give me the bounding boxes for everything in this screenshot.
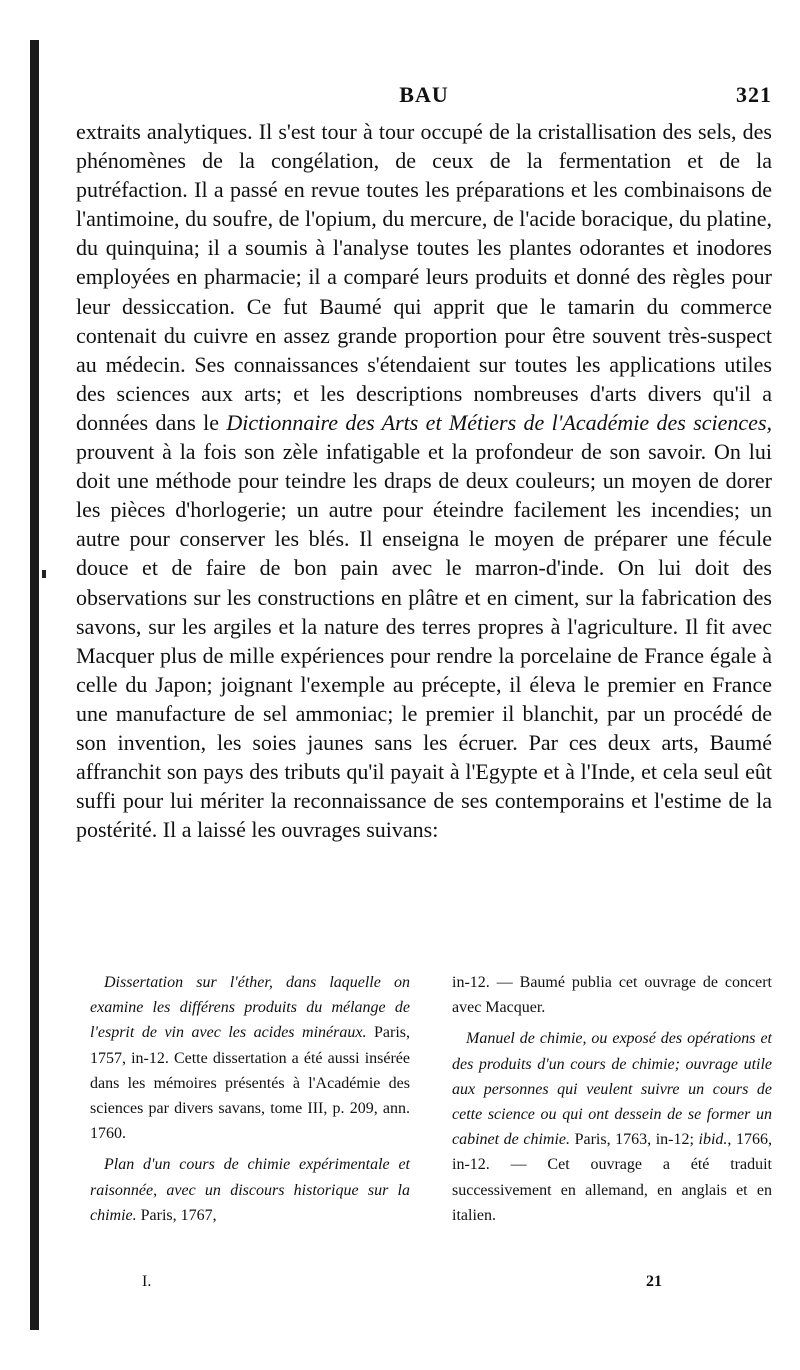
bibliography-left-column: [90, 970, 410, 1234]
work-details: in-12. — Baumé publia cet ouvrage de concert avec Macquer.: [452, 974, 772, 1017]
work-details: Paris, 1757, in-12. Cette dissertation a été aussi insérée dans les mémoires présentés à l'Académie des sciences par divers savans, tome III, p. 209, ann. 1760.: [90, 1024, 411, 1143]
main-paragraph: [76, 117, 772, 844]
page-number: 321: [736, 82, 772, 107]
sheet-number: 21: [646, 1273, 662, 1290]
signature-mark: I.: [142, 1273, 152, 1290]
work-entry: [90, 1152, 410, 1228]
paragraph-text-part-1: extraits analytiques. Il s'est tour à tour occupé de la cristallisation des sels, des phénomènes de la congélation, de ceux de la fermentation et de la putréfaction. Il a passé en revue toutes les préparations et les combinaisons de l'antimoine, du soufre, de l'opium, du mercure, de l'acide boracique, du platine, du quinquina; il a soumis à l'analyse toutes les plantes odorantes et inodores employées en pharmacie; il a comparé leurs produits et donné des règles pour leur dessiccation. Ce fut Baumé qui apprit que le tamarin du commerce contenait du cuivre en assez grande proportion pour être souvent très-suspect au médecin. Ses connaissances s'étendaient sur toutes les applications utiles des sciences aux arts; et les descriptions nombreuses d'arts divers qu'il a données dans le: [76, 119, 772, 435]
paragraph-text-part-2: prouvent à la fois son zèle infatigable et la profondeur de son savoir. On lui doit une méthode pour teindre les draps de deux couleurs; un moyen de dorer les pièces d'horlogerie; un autre pour éteindre facilement les incendies; un autre pour conserver les blés. Il enseigna le moyen de préparer une fécule douce et de faire de bon pain avec le marron-d'inde. On lui doit des observations sur les constructions en plâtre et en ciment, sur la fabrication des savons, sur les argiles et la nature des terres propres à l'agriculture. Il fit avec Macquer plus de mille expériences pour rendre la porcelaine de France égale à celle du Japon; joignant l'exemple au précepte, il éleva le premier en France une manufacture de sel ammoniac; le premier il blanchit, par un procédé de son invention, les soies jaunes sans les écruer. Par ces deux arts, Baumé affranchit son pays des tributs qu'il payait à l'Egypte et à l'Inde, et cela seul eût suffi pour lui mériter la reconnaissance de ses contemporains et l'estime de la postérité. Il a laissé les ouvrages suivans:: [76, 439, 772, 843]
dictionary-title: Dictionnaire des Arts et Métiers de l'Académie des sciences,: [226, 409, 773, 435]
page-footer: [76, 1273, 772, 1297]
bibliography-right-column: [452, 970, 772, 1234]
work-title: Plan d'un cours de chimie expérimentale et raisonnée, avec un discours historique sur la chimie.: [90, 1156, 410, 1224]
work-title: Dissertation sur l'éther, dans laquelle on examine les différens produits du mélange de l'esprit de vin avec les acides minéraux.: [90, 974, 410, 1042]
book-spine-edge: [30, 40, 39, 1330]
book-page: [76, 0, 772, 1370]
work-entry-continuation: [452, 970, 772, 1020]
work-details: Paris, 1767,: [140, 1206, 217, 1224]
ibid-abbreviation: ibid.: [698, 1131, 728, 1149]
work-entry: [452, 1026, 772, 1228]
work-title: Manuel de chimie, ou exposé des opérations et des produits d'un cours de chimie; ouvrage utile aux personnes qui veulent suivre un cours de cette science ou qui ont dessein de se former un cabinet de chimie.: [452, 1030, 772, 1149]
work-entry: [90, 970, 410, 1146]
bibliography-columns: [90, 970, 772, 1234]
binding-mark: [42, 570, 46, 578]
running-head: BAU: [399, 82, 449, 107]
page-header: [76, 82, 772, 116]
work-details: , 1766, in-12. — Cet ouvrage a été traduit successivement en allemand, en anglais et en italien.: [452, 1131, 772, 1224]
work-details: Paris, 1763, in-12;: [574, 1131, 694, 1149]
